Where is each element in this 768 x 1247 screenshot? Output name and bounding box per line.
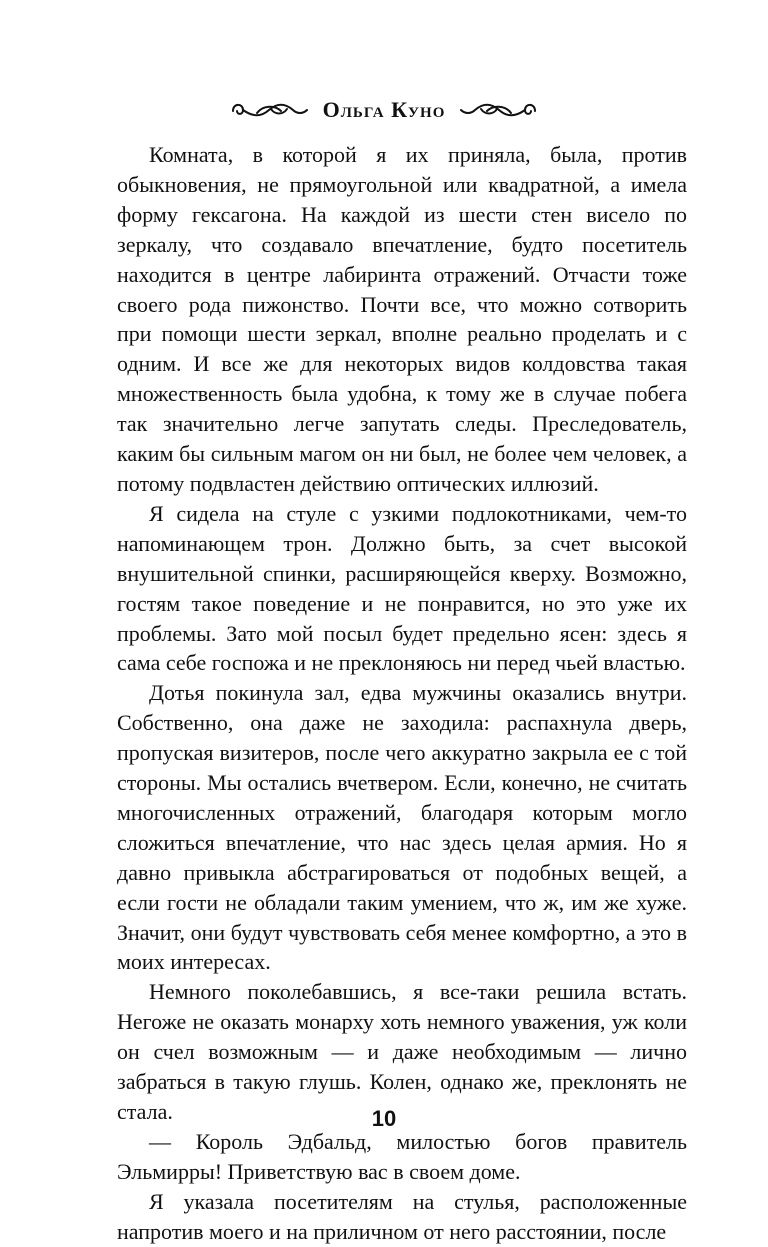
paragraph: Я сидела на стуле с узкими подлокотниками, чем-то напоминающем трон. Должно быть, за счет высокой внушительной спинки, расширяющейся кверху. Возможно, гостям такое поведение и не понравится, но это уже их проблемы. Зато мой посыл будет предельно ясен: здесь я сама себе госпожа и не преклоняюсь ни перед чьей властью. <box>117 500 687 676</box>
page-number: 10 <box>371 1106 397 1131</box>
scroll-ornament-right-icon <box>457 97 541 123</box>
running-head <box>0 92 768 128</box>
body-text <box>117 140 687 1247</box>
paragraph: Дотья покинула зал, едва мужчины оказались внутри. Собственно, она даже не заходила: распахнула дверь, пропуская визитеров, после чего аккуратно закрыла ее с той стороны. Мы остались вчетвером. Если, конечно, не считать многочисленных отражений, благодаря которым могло сложиться впечатление, что нас здесь целая армия. Но я давно привыкла абстрагироваться от подобных вещей, а если гости не обладали таким умением, что ж, им же хуже. Значит, они будут чувствовать себя менее комфортно, а это в моих интересах. <box>117 680 687 975</box>
author-name: Ольга Куно <box>322 97 446 122</box>
scroll-ornament-left-icon <box>227 97 311 123</box>
paragraph: Я указала посетителям на стулья, расположенные напротив моего и на приличном от него расстоянии, после <box>117 1188 687 1244</box>
paragraph: — Король Эдбальд, милостью богов правитель Эльмирры! Приветствую вас в своем доме. <box>117 1128 687 1184</box>
paragraph: Немного поколебавшись, я все-таки решила встать. Негоже не оказать монарху хоть немного уважения, уж коли он счел возможным — и даже необходимым — лично забраться в такую глушь. Колен, однако же, преклонять не стала. <box>117 979 687 1124</box>
paragraph: Комната, в которой я их приняла, была, против обыкновения, не прямоугольной или квадратной, а имела форму гексагона. На каждой из шести стен висело по зеркалу, что создавало впечатление, будто посетитель находится в центре лабиринта отражений. Отчасти тоже своего рода пижонство. Почти все, что можно сотворить при помощи шести зеркал, вполне реально проделать и с одним. И все же для некоторых видов колдовства такая множественность была удобна, к тому же в случае побега так значительно легче запутать следы. Преследователь, каким бы сильным магом он ни был, не более чем человек, а потому подвластен действию оптических иллюзий. <box>117 142 687 496</box>
